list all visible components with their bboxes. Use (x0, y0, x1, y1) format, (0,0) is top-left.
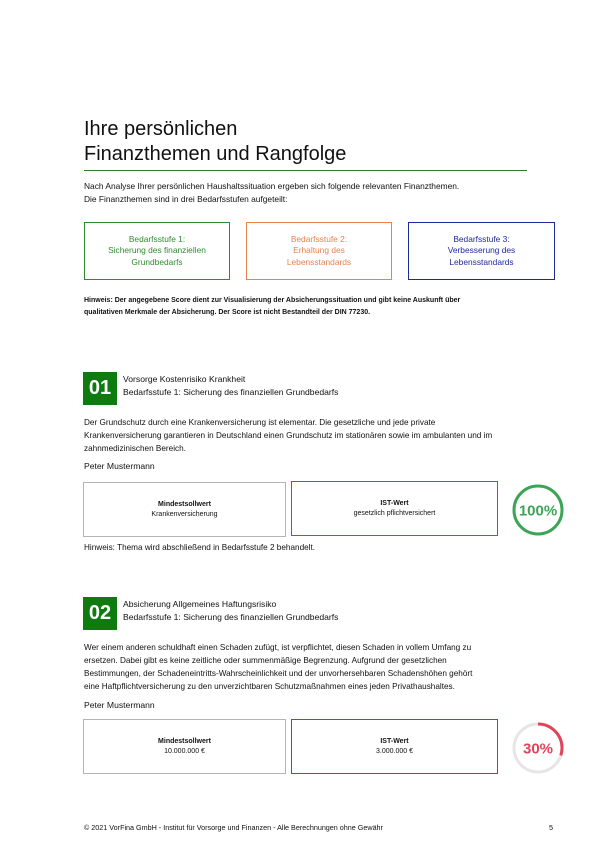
tier-box-2 (246, 222, 392, 280)
tier-box-3 (408, 222, 555, 280)
person-name: Peter Mustermann (84, 461, 155, 471)
footer-copyright: © 2021 VorFina GmbH - Institut für Vorsorge und Finanzen - Alle Berechnungen ohne Gewähr (84, 823, 383, 832)
person-name: Peter Mustermann (84, 700, 155, 710)
tier-1-line2: Sicherung des finanziellen (108, 245, 206, 256)
tier-2-line3: Lebensstandards (286, 256, 352, 267)
tier-3-line2: Verbesserung des (447, 245, 516, 256)
tier-1-line1: Bedarfsstufe 1: (128, 233, 186, 244)
target-value-box (83, 482, 286, 537)
topic-note: Hinweis: Thema wird abschließend in Bedarfsstufe 2 behandelt. (84, 543, 316, 552)
actual-value-box (291, 719, 498, 774)
gauge-label: 30% (522, 740, 554, 758)
intro-text (84, 180, 544, 206)
tier-3-line1: Bedarfsstufe 3: (453, 233, 510, 244)
tier-box-1 (84, 222, 230, 280)
score-hint (84, 295, 556, 318)
page-title-line1: Ihre persönlichen (84, 118, 238, 140)
target-label: Mindestsollwert (158, 501, 211, 508)
actual-value: gesetzlich pflichtversichert (353, 509, 436, 517)
score-hint-line2: qualitativen Merkmale der Absicherung. Der Score ist nicht Bestandteil der DIN 77230. (84, 308, 371, 316)
score-gauge-svg (510, 482, 566, 538)
score-gauge (510, 482, 566, 538)
tier-3-line3: Lebensstandards (449, 256, 514, 267)
topic-description (84, 416, 554, 455)
topic-description (84, 641, 554, 693)
description-line: Krankenversicherung garantieren in Deutschland einen Grundschutz im stationären sowie im ambulanten und im (84, 431, 493, 440)
target-label: Mindestsollwert (158, 738, 211, 745)
target-value: Krankenversicherung (151, 510, 218, 518)
tier-1-line3: Grundbedarfs (131, 256, 183, 267)
topic-subtitle: Bedarfsstufe 1: Sicherung des finanziellen Grundbedarfs (123, 612, 339, 622)
description-line: Wer einem anderen schuldhaft einen Schaden zufügt, ist verpflichtet, diesen Schaden in vollem Umfang zu (84, 643, 472, 652)
description-line: eine Haftpflichtversicherung zu den unverzichtbaren Schutzmaßnahmen eines jeden Privathaushaltes. (84, 682, 455, 691)
actual-value-box (291, 481, 498, 536)
tier-2-line2: Erhaltung des (293, 245, 345, 256)
score-gauge-svg (510, 720, 566, 776)
topic-subtitle: Bedarfsstufe 1: Sicherung des finanziellen Grundbedarfs (123, 387, 339, 397)
description-line: Bestimmungen, der Schadeneintritts-Wahrscheinlichkeit und der unvorhersehbaren Schadenshöhen gehört (84, 669, 473, 678)
page-title-line2: Finanzthemen und Rangfolge (84, 143, 347, 165)
topic-number-badge: 01 (83, 372, 117, 405)
actual-label: IST-Wert (380, 500, 409, 507)
description-line: zahnmedizinischen Bereich. (84, 444, 186, 453)
page-title (84, 117, 544, 167)
topic-title: Vorsorge Kostenrisiko Krankheit (123, 374, 246, 384)
description-line: Der Grundschutz durch eine Krankenversicherung ist elementar. Die gesetzliche und jede private (84, 418, 436, 427)
score-hint-line1: Hinweis: Der angegebene Score dient zur Visualisierung der Absicherungssituation und gibt keine Auskunft über (84, 297, 461, 304)
topic-title: Absicherung Allgemeines Haftungsrisiko (123, 599, 277, 609)
target-value-box (83, 719, 286, 774)
score-gauge (510, 720, 566, 776)
tier-2-line1: Bedarfsstufe 2: (290, 233, 348, 244)
topic-number-badge: 02 (83, 597, 117, 630)
title-divider (84, 170, 527, 171)
actual-label: IST-Wert (380, 738, 409, 745)
intro-line1: Nach Analyse Ihrer persönlichen Haushaltssituation ergeben sich folgende relevanten Finanzthemen. (84, 181, 460, 191)
intro-line2: Die Finanzthemen sind in drei Bedarfsstufen aufgeteilt: (84, 194, 288, 204)
page-number: 5 (549, 823, 553, 832)
actual-value: 3.000.000 € (376, 747, 413, 755)
gauge-label: 100% (518, 502, 558, 520)
description-line: ersetzen. Dabei gibt es keine zeitliche oder summenmäßige Begrenzung. Aufgrund der gesetzlichen (84, 656, 447, 665)
target-value: 10.000.000 € (164, 747, 205, 755)
